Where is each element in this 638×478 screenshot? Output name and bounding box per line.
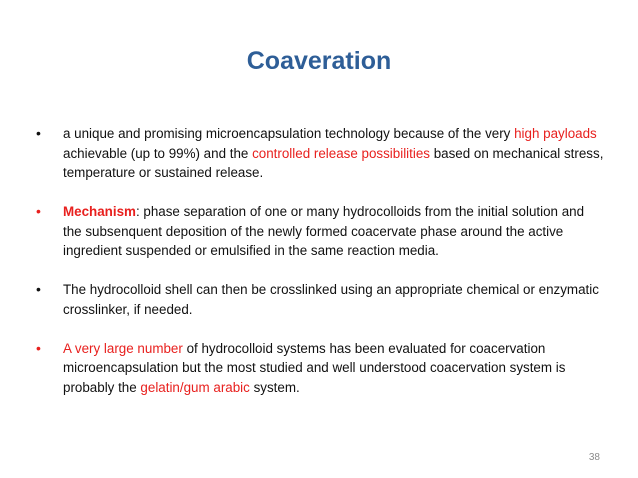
slide-title: Coaveration xyxy=(246,47,392,75)
bullet-text-run: The hydrocolloid shell can then be crosslinked using an appropriate chemical or enzymatic crosslinker, if needed. xyxy=(63,282,599,317)
bullet-list xyxy=(38,124,604,417)
bullet-marker-icon: • xyxy=(36,339,41,356)
highlight-high-payloads: high payloads xyxy=(514,126,597,141)
bullet-text-run: of hydrocolloid systems has been evaluated for coacervation microencapsulation but the most studied and well understood coacervation system is probably the xyxy=(63,340,566,395)
bullet-item-mechanism xyxy=(38,202,604,261)
bullet-marker-icon: • xyxy=(36,281,41,297)
bullet-marker-icon: • xyxy=(36,125,41,141)
bullet-item-systems xyxy=(38,339,604,398)
highlight-mechanism: Mechanism xyxy=(63,204,136,219)
bullet-item-crosslinking xyxy=(38,280,604,319)
highlight-gelatin-gum-arabic: gelatin/gum arabic xyxy=(140,379,250,395)
bullet-text-run: system. xyxy=(249,379,300,395)
highlight-controlled-release: controlled release possibilities xyxy=(252,145,430,161)
highlight-large-number: A very large number xyxy=(63,340,183,356)
bullet-marker-icon: • xyxy=(36,203,41,219)
bullet-text-run: achievable (up to 99%) and the xyxy=(63,145,253,161)
bullet-text-run: based on mechanical stress, temperature or sustained release. xyxy=(63,145,604,180)
bullet-text-run: a unique and promising microencapsulation technology because of the very xyxy=(63,126,515,141)
page-number: 38 xyxy=(588,452,600,463)
bullet-text-run: : phase separation of one or many hydrocolloids from the initial solution and the subsenquent deposition of the newly formed coacervate phase around the active ingredient suspended or emulsified in the same reaction media. xyxy=(63,204,585,258)
bullet-item-payloads xyxy=(38,124,604,183)
